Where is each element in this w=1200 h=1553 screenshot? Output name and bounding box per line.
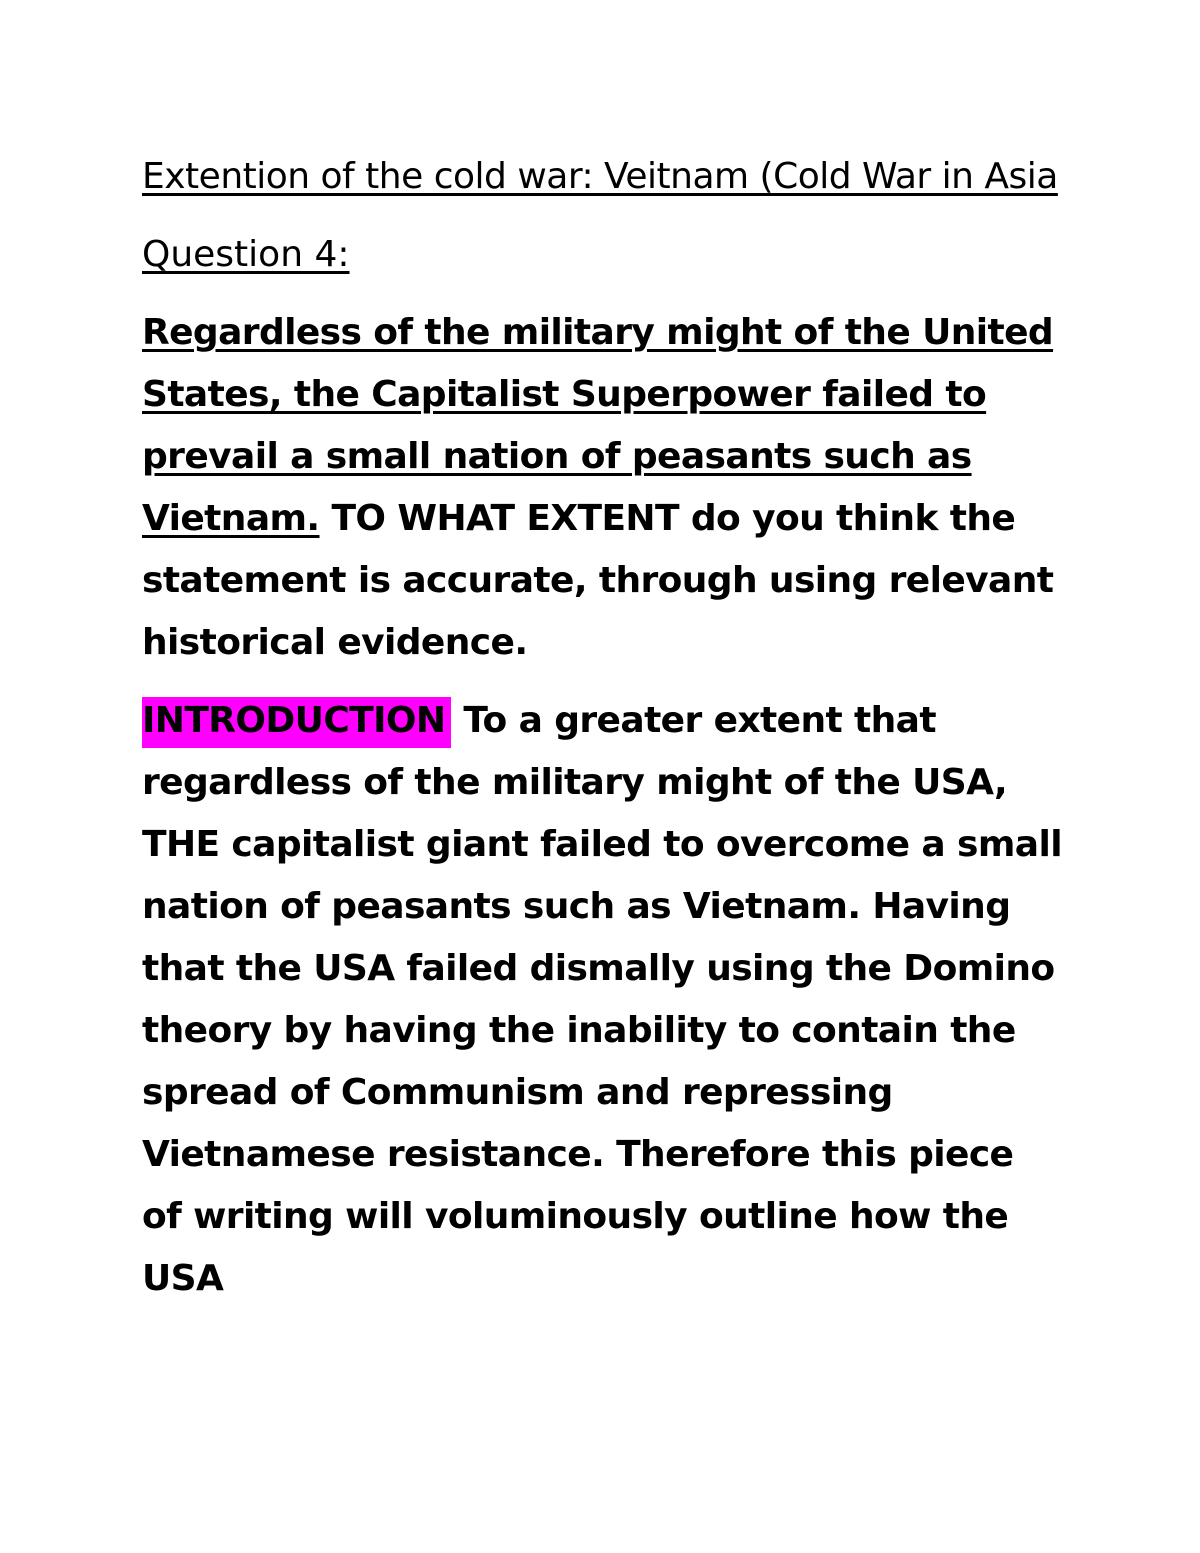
question-paragraph — [142, 302, 1062, 674]
document-body — [142, 146, 1062, 1310]
document-title: Extention of the cold war: Veitnam (Cold War in Asia — [142, 156, 1058, 197]
question-label: Question 4: — [142, 234, 350, 275]
question-underlined-text: Regardless of the military might of the United States, the Capitalist Superpower failed to prevail a small nation of peasants such as Vietnam. — [142, 312, 1054, 539]
introduction-heading: INTRODUCTION — [142, 697, 451, 748]
question-rest-text: TO WHAT EXTENT do you think the statement is accurate, through using relevant historical evidence. — [142, 498, 1054, 663]
question-label-paragraph — [142, 224, 1062, 286]
document-title-paragraph — [142, 146, 1062, 208]
introduction-text: To a greater extent that regardless of the military might of the USA, THE capitalist giant failed to overcome a small nation of peasants such as Vietnam. Having that the USA failed dismally using the Domino theory by having the inability to contain the spread of Communism and repressing Vietnamese resistance. Therefore this piece of writing will voluminously outline how the USA — [142, 700, 1062, 1299]
introduction-paragraph — [142, 690, 1062, 1310]
